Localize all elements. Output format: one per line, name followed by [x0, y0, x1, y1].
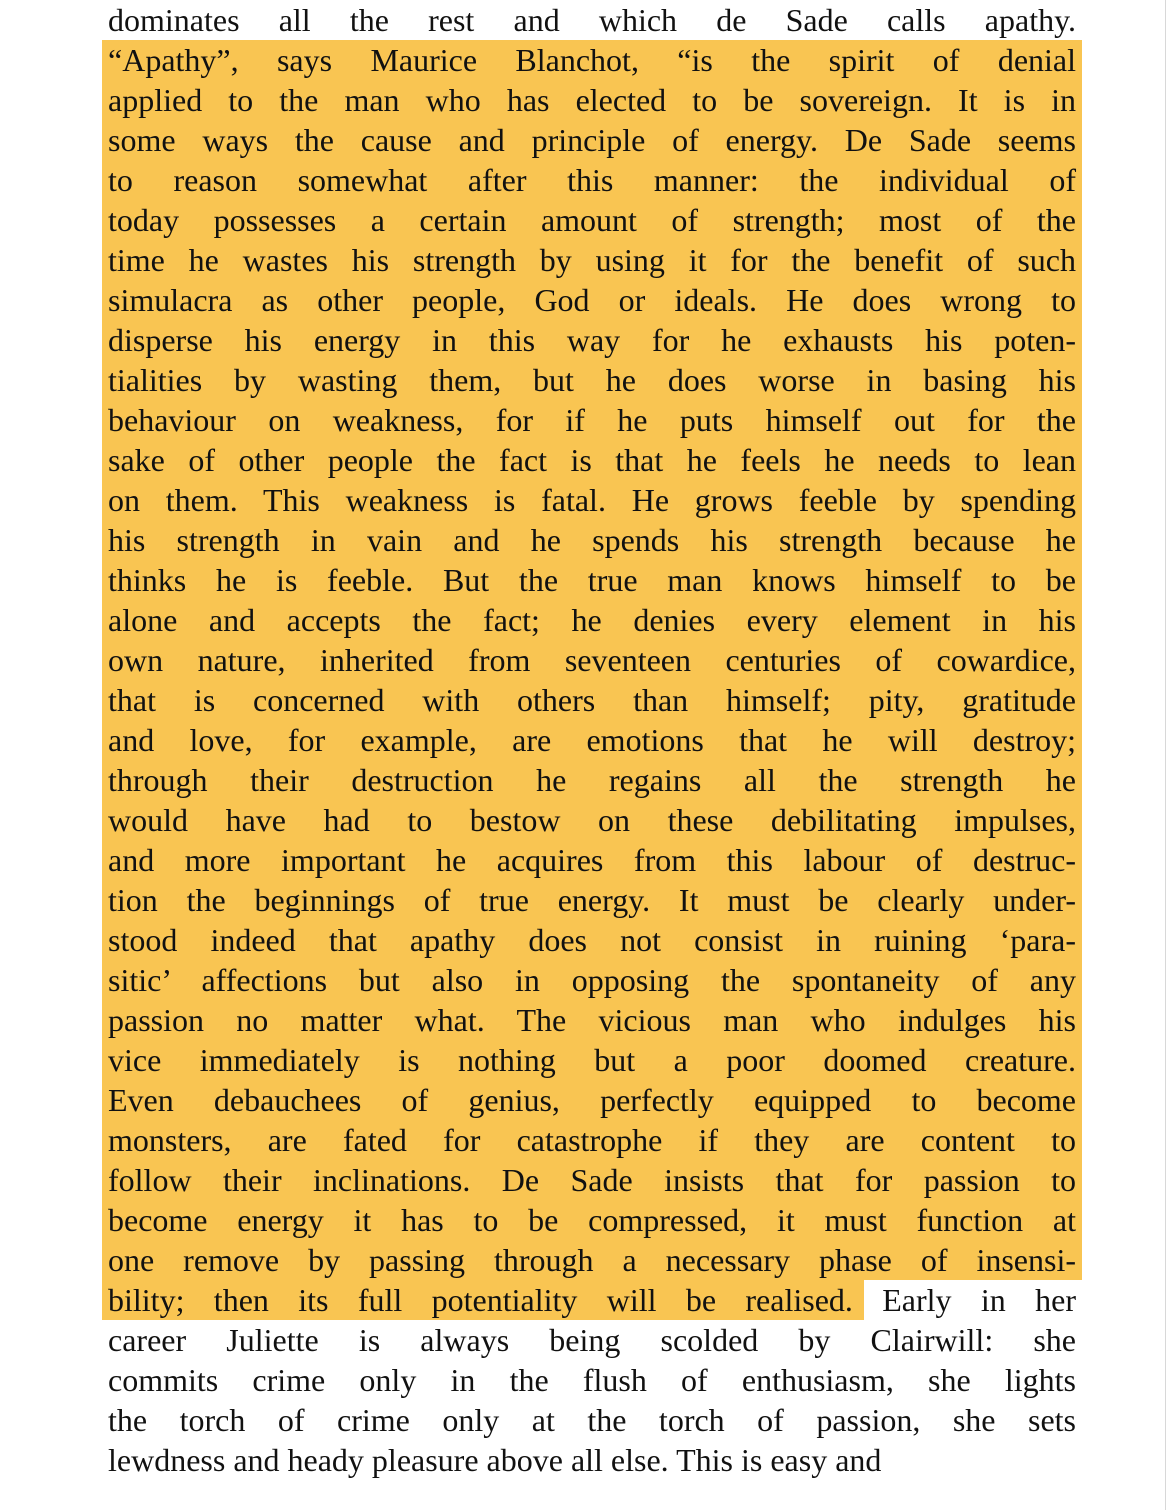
text-line [108, 1400, 1076, 1440]
text-line [108, 200, 1076, 240]
line-text: the torch of crime only at the torch of passion, she sets [108, 1402, 1076, 1438]
line-text: to reason somewhat after this manner: the individual of [108, 162, 1076, 198]
text-line [108, 240, 1076, 280]
line-text: today possesses a certain amount of strength; most of the [108, 202, 1076, 238]
text-line [108, 1280, 1076, 1320]
book-text-block [108, 0, 1076, 1480]
line-text: on them. This weakness is fatal. He grows feeble by spending [108, 482, 1076, 518]
text-line [108, 1200, 1076, 1240]
line-text: would have had to bestow on these debilitating impulses, [108, 802, 1076, 838]
line-text: simulacra as other people, God or ideals. He does wrong to [108, 282, 1076, 318]
text-line [108, 760, 1076, 800]
line-text: tion the beginnings of true energy. It must be clearly under- [108, 882, 1076, 918]
line-text: passion no matter what. The vicious man who indulges his [108, 1002, 1076, 1038]
text-line [108, 80, 1076, 120]
text-line [108, 720, 1076, 760]
text-line [108, 280, 1076, 320]
text-line [108, 1080, 1076, 1120]
text-line [108, 440, 1076, 480]
text-line [108, 160, 1076, 200]
line-text: tialities by wasting them, but he does worse in basing his [108, 362, 1076, 398]
line-text: stood indeed that apathy does not consist in ruining ‘para- [108, 922, 1076, 958]
text-line [108, 960, 1076, 1000]
text-line [108, 1160, 1076, 1200]
text-line [108, 640, 1076, 680]
line-text: his strength in vain and he spends his strength because he [108, 522, 1076, 558]
text-line [108, 1360, 1076, 1400]
line-text: lewdness and heady pleasure above all else. This is easy and [108, 1442, 882, 1478]
text-line [108, 1440, 1076, 1480]
text-line [108, 360, 1076, 400]
line-text: become energy it has to be compressed, it must function at [108, 1202, 1076, 1238]
text-line [108, 1000, 1076, 1040]
line-text: some ways the cause and principle of energy. De Sade seems [108, 122, 1076, 158]
line-text: sitic’ affections but also in opposing the spontaneity of any [108, 962, 1076, 998]
line-text: and love, for example, are emotions that he will destroy; [108, 722, 1076, 758]
line-text: and more important he acquires from this labour of destruc- [108, 842, 1076, 878]
text-line [108, 800, 1076, 840]
text-line [108, 920, 1076, 960]
text-line [108, 520, 1076, 560]
text-line [108, 840, 1076, 880]
text-line [108, 1120, 1076, 1160]
text-line [108, 400, 1076, 440]
line-text: Even debauchees of genius, perfectly equipped to become [108, 1082, 1076, 1118]
text-line [108, 1040, 1076, 1080]
line-text: thinks he is feeble. But the true man knows himself to be [108, 562, 1076, 598]
line-text: sake of other people the fact is that he feels he needs to lean [108, 442, 1076, 478]
text-line [108, 120, 1076, 160]
line-text: bility; then its full potentiality will be realised. Early in her [108, 1282, 1076, 1318]
text-line [108, 320, 1076, 360]
line-text: commits crime only in the flush of enthusiasm, she lights [108, 1362, 1076, 1398]
text-line [108, 1320, 1076, 1360]
line-text: monsters, are fated for catastrophe if they are content to [108, 1122, 1076, 1158]
text-line [108, 480, 1076, 520]
line-text: own nature, inherited from seventeen centuries of cowardice, [108, 642, 1076, 678]
text-line [108, 0, 1076, 40]
line-text: disperse his energy in this way for he exhausts his poten- [108, 322, 1076, 358]
text-line [108, 560, 1076, 600]
line-text: one remove by passing through a necessary phase of insensi- [108, 1242, 1076, 1278]
line-text: that is concerned with others than himself; pity, gratitude [108, 682, 1076, 718]
text-line [108, 1240, 1076, 1280]
line-text: applied to the man who has elected to be sovereign. It is in [108, 82, 1076, 118]
line-text: follow their inclinations. De Sade insists that for passion to [108, 1162, 1076, 1198]
line-text: “Apathy”, says Maurice Blanchot, “is the spirit of denial [108, 42, 1076, 78]
line-text: alone and accepts the fact; he denies every element in his [108, 602, 1076, 638]
text-line [108, 40, 1076, 80]
line-text: vice immediately is nothing but a poor doomed creature. [108, 1042, 1076, 1078]
text-line [108, 880, 1076, 920]
text-line [108, 680, 1076, 720]
line-text: behaviour on weakness, for if he puts himself out for the [108, 402, 1076, 438]
line-text: through their destruction he regains all the strength he [108, 762, 1076, 798]
text-line [108, 600, 1076, 640]
page-edge-rule [1165, 0, 1166, 1510]
line-text: career Juliette is always being scolded by Clairwill: she [108, 1322, 1076, 1358]
line-text: time he wastes his strength by using it for the benefit of such [108, 242, 1076, 278]
line-text: dominates all the rest and which de Sade calls apathy. [108, 2, 1076, 38]
